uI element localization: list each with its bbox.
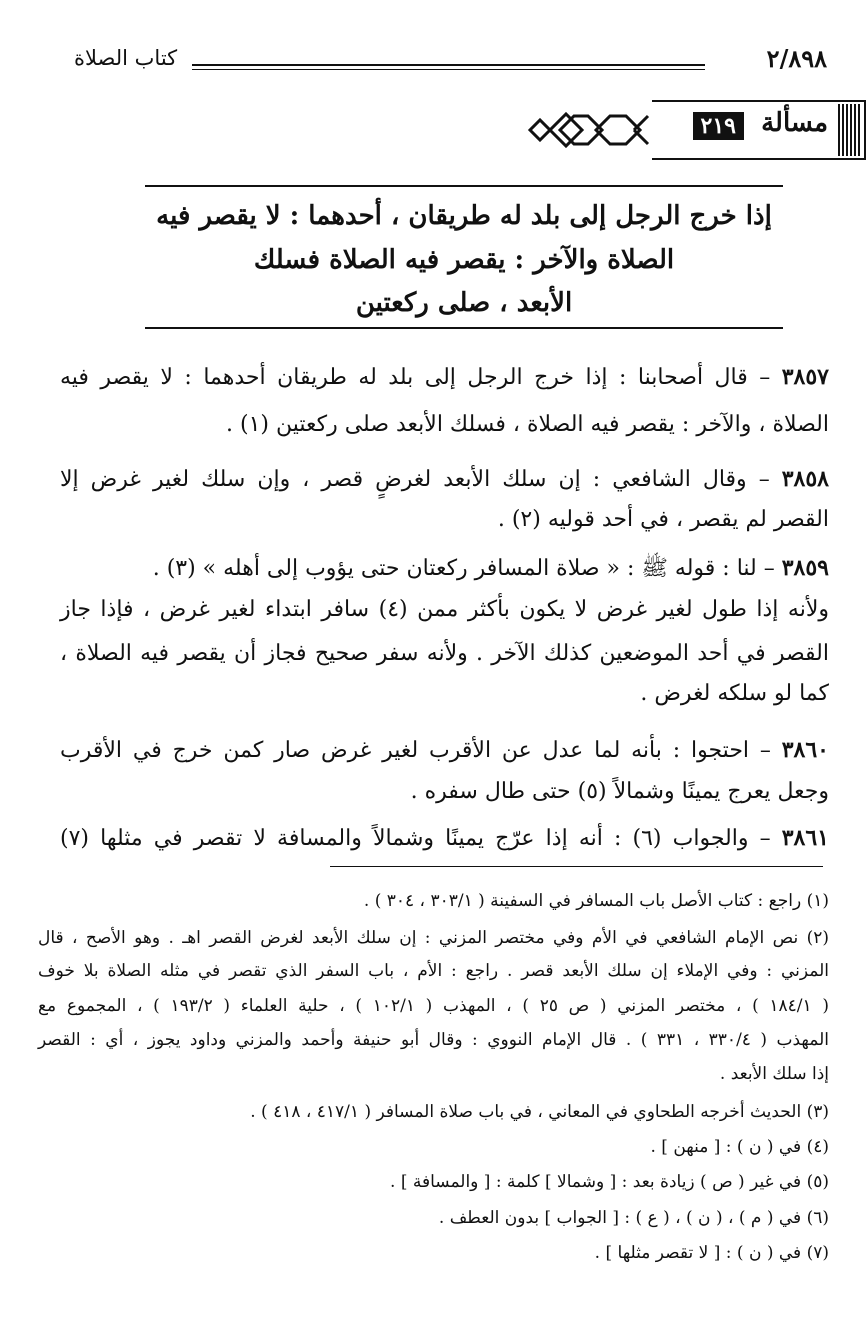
footnote-line: (٧) في ( ن ) : [ لا تقصر مثلها ] . [594, 1243, 829, 1263]
footnote-line: (٣) الحديث أخرجه الطحاوي في المعاني ، في باب صلاة المسافر ( ٤١٧/١ ، ٤١٨ ) . [250, 1102, 829, 1122]
body-line: ٣٨٦١ – والجواب (٦) : أنه إذا عرّج يمينًا وشمالاً والمسافة لا تقصر في مثلها (٧) [60, 825, 829, 851]
header-rule-thin [192, 69, 705, 70]
masala-number: ٢١٩ [693, 112, 744, 140]
title-line-1: إذا خرج الرجل إلى بلد له طريقان ، أحدهما : لا يقصر فيه [156, 201, 772, 231]
header-rule [192, 64, 705, 66]
masala-banner [526, 100, 866, 160]
paragraph-number: ٣٨٥٧ [781, 364, 829, 390]
body-line: وجعل يعرج يمينًا وشمالاً (٥) حتى طال سفره . [410, 779, 829, 804]
banner-frame [652, 100, 866, 160]
footnote-separator [330, 866, 823, 867]
body-line: ٣٨٦٠ – احتجوا : بأنه لما عدل عن الأقرب لغير غرض صار كمن خرج في الأقرب [60, 737, 829, 763]
footnote-line: (١) راجع : كتاب الأصل باب المسافر في السفينة ( ٣٠٣/١ ، ٣٠٤ ) . [363, 891, 829, 911]
body-line: الصلاة ، والآخر : يقصر فيه الصلاة ، فسلك الأبعد صلى ركعتين (١) . [225, 412, 829, 437]
footnote-line: ( ١٨٤/١ ) ، مختصر المزني ( ص ٢٥ ) ، المهذب ( ١٠٢/١ ) ، حلية العلماء ( ١٩٣/٢ ) ، المجموع مع [38, 996, 829, 1016]
body-line: ٣٨٥٩ – لنا : قوله ﷺ : « صلاة المسافر ركعتان حتى يؤوب إلى أهله » (٣) . [152, 555, 829, 581]
page-number: ٢/٨٩٨ [766, 44, 827, 73]
body-line: ٣٨٥٨ – وقال الشافعي : إن سلك الأبعد لغرضٍ قصر ، وإن سلك لغير غرض إلا [60, 466, 829, 492]
book-title: كتاب الصلاة [74, 46, 178, 70]
masala-label: مسألة [761, 108, 828, 138]
body-line: ٣٨٥٧ – قال أصحابنا : إذا خرج الرجل إلى بلد له طريقان أحدهما : لا يقصر فيه [60, 364, 829, 390]
paragraph-number: ٣٨٦١ [781, 825, 829, 851]
footnote-line: (٦) في ( م ) ، ( ن ) ، ( ع ) : [ الجواب ] بدون العطف . [438, 1208, 829, 1228]
body-line: كما لو سلكه لغرض . [640, 681, 829, 706]
paragraph-number: ٣٨٦٠ [781, 737, 829, 763]
title-line-3: الأبعد ، صلى ركعتين [355, 288, 573, 318]
body-line: القصر في أحد الموضعين كذلك الآخر . ولأنه سفر صحيح فجاز أن يقصر فيه الصلاة ، [60, 641, 829, 666]
footnote-line: (٥) في غير ( ص ) زيادة بعد : [ وشمالا ] كلمة : [ والمسافة ] . [390, 1172, 829, 1192]
issue-title [145, 185, 783, 329]
running-header [74, 44, 827, 84]
body-line: ولأنه إذا طول لغير غرض لا يكون بأكثر ممن (٤) سافر ابتداء لغير غرض ، فإذا جاز [60, 597, 829, 622]
banner-bars-ornament [838, 104, 862, 156]
footnote-line: المزني : وفي الإملاء إن سلك الأبعد قصر . راجع : الأم ، باب السفر الذي تقصر في مثله الصلاة بلا خوف [38, 961, 829, 981]
paragraph-number: ٣٨٥٨ [781, 466, 829, 492]
footnote-line: المهذب ( ٣٣٠/٤ ، ٣٣١ ) . قال الإمام النووي : وقال أبو حنيفة وأحمد والمزني وداود يجوز ، أي : القصر [38, 1030, 830, 1050]
title-line-2: الصلاة والآخر : يقصر فيه الصلاة فسلك [253, 245, 675, 275]
knot-ornament-icon [526, 104, 656, 156]
paragraph-number: ٣٨٥٩ [781, 555, 829, 581]
footnote-line: (٤) في ( ن ) : [ منهن ] . [650, 1137, 829, 1157]
footnote-line: إذا سلك الأبعد . [719, 1064, 829, 1084]
footnote-line: (٢) نص الإمام الشافعي في الأم وفي مختصر المزني : إن سلك الأبعد لغرض القصر اهـ . وهو الأصح ، قال [38, 928, 829, 948]
body-line: القصر لم يقصر ، في أحد قوليه (٢) . [497, 507, 829, 532]
